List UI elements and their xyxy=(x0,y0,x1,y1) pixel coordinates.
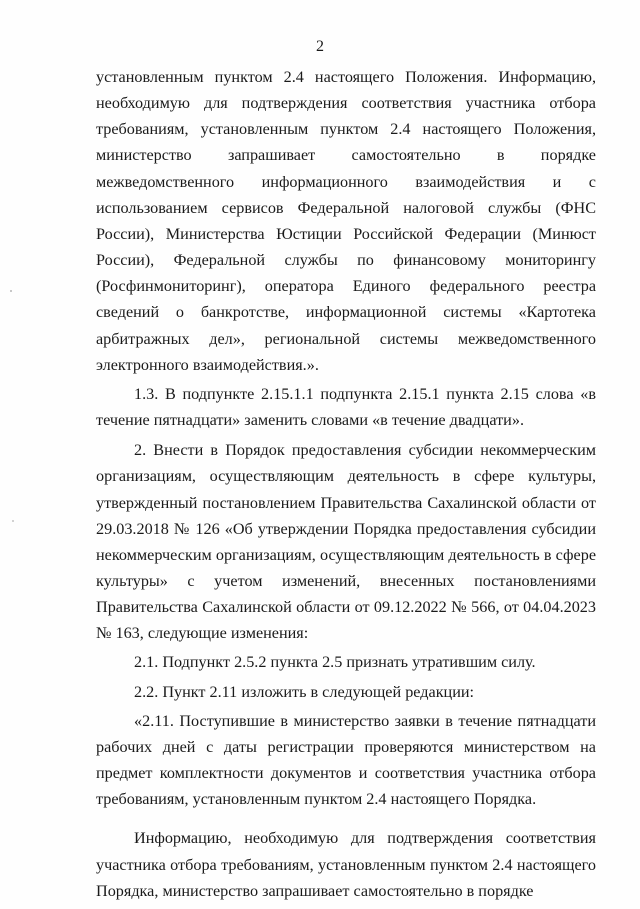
paragraph-2-2: 2.2. Пункт 2.11 изложить в следующей редакции: xyxy=(134,682,475,701)
paragraph-information: Информацию, необходимую для подтверждения соответствия участника отбора требованиям, установленным пунктом 2.4 настоящего Порядка, министерство запрашивает самостоятельно в порядке xyxy=(96,829,596,900)
scan-speck xyxy=(10,290,12,292)
paragraph-1-3: 1.3. В подпункте 2.15.1.1 подпункта 2.15.1 пункта 2.15 слова «в течение пятнадцати» заменить словами «в течение двадцати». xyxy=(96,384,596,430)
paragraph-2: 2. Внести в Порядок предоставления субсидии некоммерческим организациям, осуществляющим деятельность в сфере культуры, утвержденный постановлением Правительства Сахалинской области от 29.03.2018 № 126 «Об утверждении Порядка предоставления субсидии некоммерческим организациям, осуществляющим деятельность в сфере культуры» с учетом изменений, внесенных постановлениями Правительства Сахалинской области от 09.12.2022 № 566, от 04.04.2023 № 163, следующие изменения: xyxy=(96,441,596,643)
paragraph-continuation: установленным пунктом 2.4 настоящего Положения. Информацию, необходимую для подтверждения соответствия участника отбора требованиям, установленным пунктом 2.4 настоящего Положения, министерство запрашивает самостоятельно в порядке межведомственного информационного взаимодействия и с использованием сервисов Федеральной налоговой службы (ФНС России), Министерства Юстиции Российской Федерации (Минюст России), Федеральной службы по финансовому мониторингу (Росфинмониторинг), оператора Единого федерального реестра сведений о банкротстве, информационной системы «Картотека арбитражных дел», региональной системы межведомственного электронного взаимодействия.». xyxy=(96,68,596,374)
paragraph-2-11-quote: «2.11. Поступившие в министерство заявки в течение пятнадцати рабочих дней с даты регистрации проверяются министерством на предмет комплектности документов и соответствия участника отбора требованиям, установленным пунктом 2.4 настоящего Порядка. xyxy=(96,711,596,809)
page-number: 2 xyxy=(316,38,324,55)
document-body xyxy=(96,64,596,904)
paragraph-2-1: 2.1. Подпункт 2.5.2 пункта 2.5 признать утратившим силу. xyxy=(134,653,536,672)
scan-speck xyxy=(12,520,14,522)
